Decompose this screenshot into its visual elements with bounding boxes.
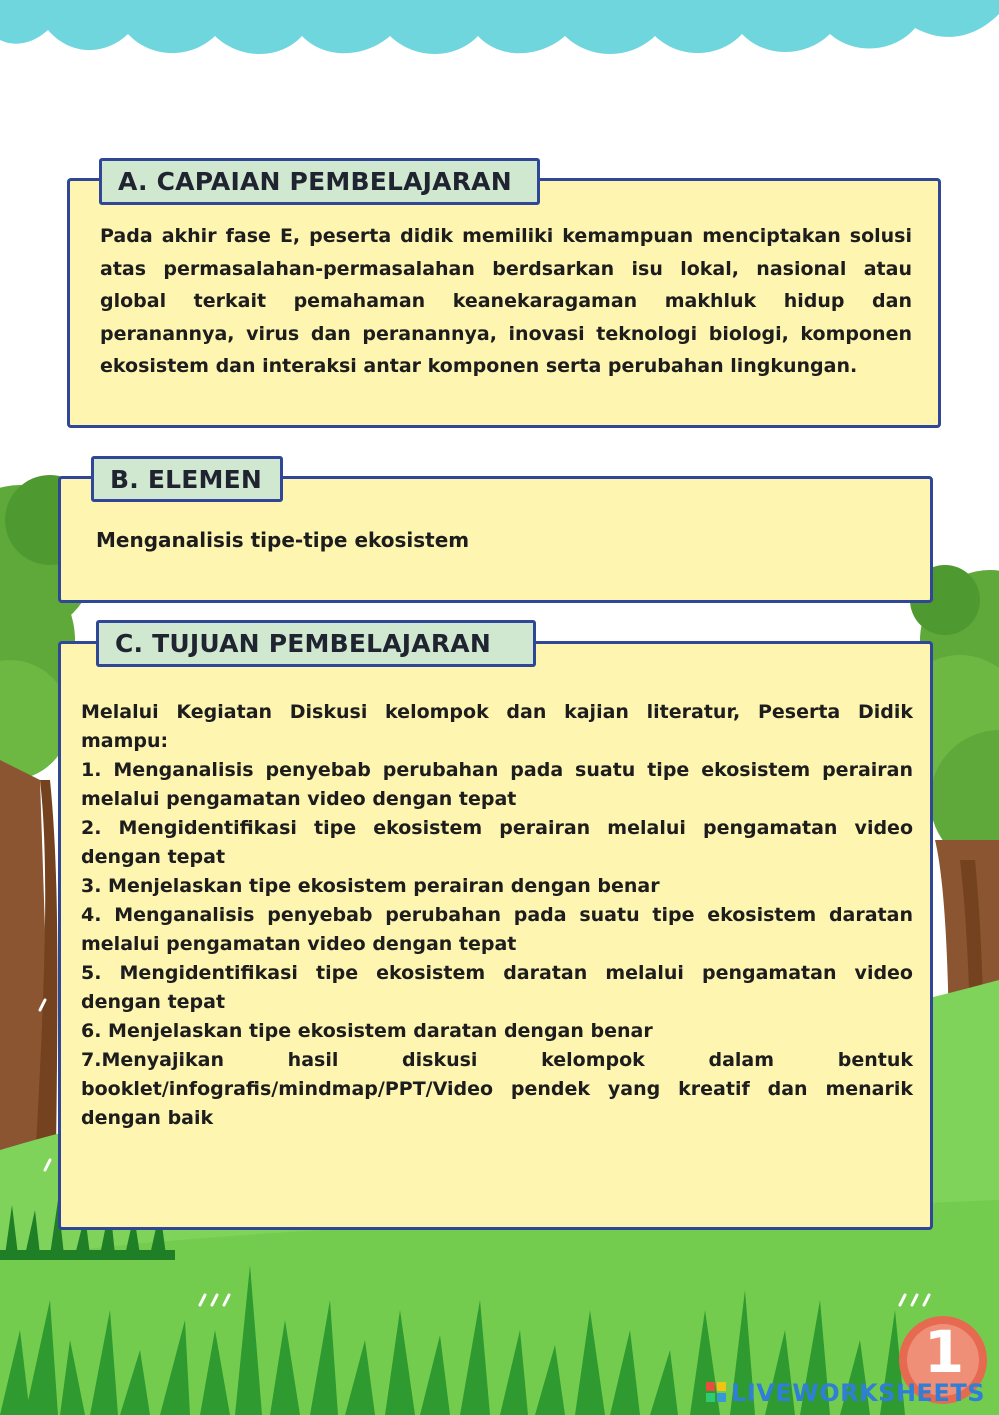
section-c-title: C. TUJUAN PEMBELAJARAN bbox=[96, 620, 536, 667]
section-c-intro: Melalui Kegiatan Diskusi kelompok dan kajian literatur, Peserta Didik mampu: bbox=[81, 701, 913, 752]
objective-item-7: 7.Menyajikan hasil diskusi kelompok dalam bentuk booklet/infografis/mindmap/PPT/Video pendek yang kreatif dan menarik dengan baik bbox=[81, 1049, 913, 1129]
objective-item-5: 5. Mengidentifikasi tipe ekosistem daratan melalui pengamatan video dengan tepat bbox=[81, 962, 913, 1013]
liveworksheets-logo bbox=[706, 1379, 985, 1407]
section-a-body: Pada akhir fase E, peserta didik memiliki kemampuan menciptakan solusi atas permasalahan-permasalahan berdsarkan isu lokal, nasional atau global terkait pemahaman keanekaragaman makhluk hidup dan peranannya, virus dan peranannya, inovasi teknologi biologi, komponen ekosistem dan interaksi antar komponen serta perubahan lingkungan. bbox=[100, 225, 912, 377]
objective-item-2: 2. Mengidentifikasi tipe ekosistem perairan melalui pengamatan video dengan tepat bbox=[81, 817, 913, 868]
objective-item-1: 1. Menganalisis penyebab perubahan pada suatu tipe ekosistem perairan melalui pengamatan video dengan tepat bbox=[81, 759, 913, 810]
watermark-text: LIVEWORKSHEETS bbox=[731, 1379, 985, 1407]
section-a-title: A. CAPAIAN PEMBELAJARAN bbox=[99, 158, 540, 205]
section-c-body bbox=[81, 698, 913, 1133]
objective-item-3: 3. Menjelaskan tipe ekosistem perairan dengan benar bbox=[81, 875, 660, 897]
section-b-title: B. ELEMEN bbox=[91, 456, 283, 502]
objective-item-4: 4. Menganalisis penyebab perubahan pada suatu tipe ekosistem daratan melalui pengamatan video dengan tepat bbox=[81, 904, 913, 955]
section-b-body: Menganalisis tipe-tipe ekosistem bbox=[96, 528, 470, 552]
cloud-border bbox=[0, 0, 999, 54]
logo-icon bbox=[706, 1382, 728, 1404]
objective-item-6: 6. Menjelaskan tipe ekosistem daratan dengan benar bbox=[81, 1020, 653, 1042]
page-number: 1 bbox=[923, 1318, 965, 1386]
